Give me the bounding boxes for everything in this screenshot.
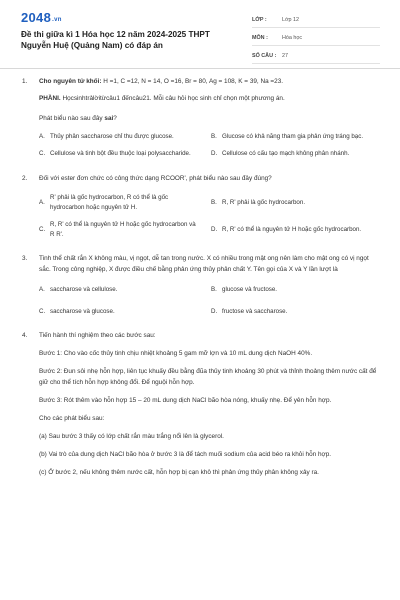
option-text: R, R' phải là gốc hydrocarbon. [222, 199, 306, 206]
meta-value: Lớp 12 [282, 16, 300, 23]
question-body: H =1, C =12, N = 14, O =16, Br = 80, Ag = 108, K = 39, Na =23. [101, 78, 284, 85]
option-letter: D. [211, 226, 218, 233]
question-text: Tiến hành thí nghiệm theo các bước sau: [39, 332, 156, 339]
option-b[interactable] [211, 132, 379, 142]
section-instruction [39, 93, 379, 104]
option-letter: A. [39, 199, 45, 206]
page-header [0, 0, 400, 68]
option-letter: B. [211, 286, 217, 293]
option-d[interactable] [211, 149, 379, 159]
exam-meta [252, 12, 380, 66]
header-divider [0, 68, 400, 69]
option-text: R' phải là gốc hydrocarbon, R có thể là gốc hydrocarbon hoặc nguyên tử H. [50, 194, 169, 211]
question-number: 4. [22, 332, 28, 339]
option-c[interactable] [39, 149, 211, 159]
option-c[interactable] [39, 307, 211, 317]
question-number: 2. [22, 175, 28, 182]
option-letter: A. [39, 286, 45, 293]
meta-label: LỚP : [252, 16, 267, 23]
question-text: Đối với ester đơn chức có công thức dạng RCOOR', phát biểu nào sau đây đúng? [39, 175, 272, 182]
answer-options [39, 193, 379, 240]
statement-b: (b) Vai trò của dung dịch NaCl bão hòa ở bước 3 là để tách muối sodium của acid béo ra khỏi hỗn hợp. [39, 451, 332, 458]
option-letter: A. [39, 133, 45, 140]
option-d[interactable] [211, 307, 379, 317]
option-text: Thủy phân saccharose chỉ thu được glucose. [50, 133, 174, 140]
meta-row-count [252, 48, 380, 64]
statement-a: (a) Sau bước 3 thấy có lớp chất rắn màu trắng nổi lên là glycerol. [39, 433, 224, 440]
option-letter: B. [211, 199, 217, 206]
experiment-step-3: Bước 3: Rót thêm vào hỗn hợp 15 – 20 mL dung dịch NaCl bão hòa nóng, khuấy nhẹ. Để yên hỗn hợp. [39, 397, 332, 404]
question-4 [0, 330, 400, 341]
option-letter: C. [39, 226, 46, 233]
question-2 [0, 173, 400, 184]
question-number: 3. [22, 255, 28, 262]
statement-c: (c) Ở bước 2, nếu không thêm nước cất, hỗn hợp bị cạn khô thì phản ứng thủy phân không xảy ra. [39, 469, 319, 476]
section-text: Họcsinhtrảlờitừcâu1 đếncâu21. Mỗi câu hỏi học sinh chỉ chọn một phương án. [62, 95, 285, 102]
question-text: Tinh thể chất rắn X không màu, vị ngọt, dễ tan trong nước. X có nhiều trong mật ong nên làm cho mật ong có vị ngọt sắc. Trong công nghiệp, X được điều chế bằng phản ứng thủy phân chất Y. Tên gọi của X và Y lần lượt là [39, 255, 369, 273]
option-text: Cellulose có cấu tạo mạch không phân nhánh. [222, 150, 350, 157]
answer-options [39, 132, 379, 159]
site-logo[interactable] [21, 10, 62, 25]
answer-options [39, 285, 379, 317]
question-3 [0, 253, 400, 275]
question-list [0, 76, 400, 478]
option-letter: C. [39, 150, 46, 157]
question-prompt [39, 113, 379, 124]
meta-row-class [252, 12, 380, 28]
option-text: glucose và fructose. [222, 286, 278, 293]
experiment-step-2: Bước 2: Đun sôi nhẹ hỗn hợp, liên tục khuấy đều bằng đũa thủy tinh khoảng 30 phút và thỉnh thoảng thêm nước cất để giữ cho thể tích hỗn hợp không đổi. Để nguội hỗn hợp. [39, 368, 377, 386]
option-a[interactable] [39, 132, 211, 142]
prompt-emphasis: sai [104, 115, 114, 122]
question-lead: Cho nguyên tử khối: [39, 78, 102, 85]
option-letter: C. [39, 308, 46, 315]
statements-intro: Cho các phát biểu sau: [39, 415, 105, 422]
meta-row-subject [252, 30, 380, 46]
option-b[interactable] [211, 285, 379, 295]
option-a[interactable] [39, 193, 211, 213]
option-a[interactable] [39, 285, 211, 295]
question-1 [0, 76, 400, 87]
option-letter: B. [211, 133, 217, 140]
option-c[interactable] [39, 220, 211, 240]
logo-main: 2048 [21, 10, 52, 25]
option-text: R, R' có thể là nguyên tử H hoặc gốc hydrocarbon và R R'. [50, 221, 196, 238]
section-head: PHẦNI. [39, 95, 61, 102]
meta-value: Hóa học [282, 34, 303, 41]
prompt-end: ? [113, 115, 117, 122]
option-letter: D. [211, 308, 218, 315]
question-text [39, 76, 379, 87]
logo-suffix: .vn [52, 17, 62, 23]
experiment-step-1: Bước 1: Cho vào cốc thủy tinh chịu nhiệt khoảng 5 gam mỡ lợn và 10 mL dung dịch NaOH 40%. [39, 350, 313, 357]
meta-label: MÔN : [252, 34, 268, 41]
option-b[interactable] [211, 193, 379, 213]
option-d[interactable] [211, 220, 379, 240]
option-text: saccharose và cellulose. [50, 286, 118, 293]
option-text: Glucose có khả năng tham gia phản ứng tráng bạc. [222, 133, 364, 140]
option-text: R, R' có thể là nguyên tử H hoặc gốc hydrocarbon. [222, 226, 362, 233]
prompt-text: Phát biểu nào sau đây [39, 115, 105, 122]
option-text: saccharose và glucose. [50, 308, 115, 315]
meta-label: SỐ CÂU : [252, 52, 277, 59]
question-number: 1. [22, 78, 28, 85]
meta-value: 27 [282, 52, 288, 59]
document-title: Đề thi giữa kì 1 Hóa học 12 năm 2024-2025 THPT Nguyễn Huệ (Quảng Nam) có đáp án [21, 30, 210, 50]
option-text: fructose và saccharose. [222, 308, 288, 315]
option-text: Cellulose và tinh bột đều thuộc loại polysaccharide. [50, 150, 191, 157]
option-letter: D. [211, 150, 218, 157]
